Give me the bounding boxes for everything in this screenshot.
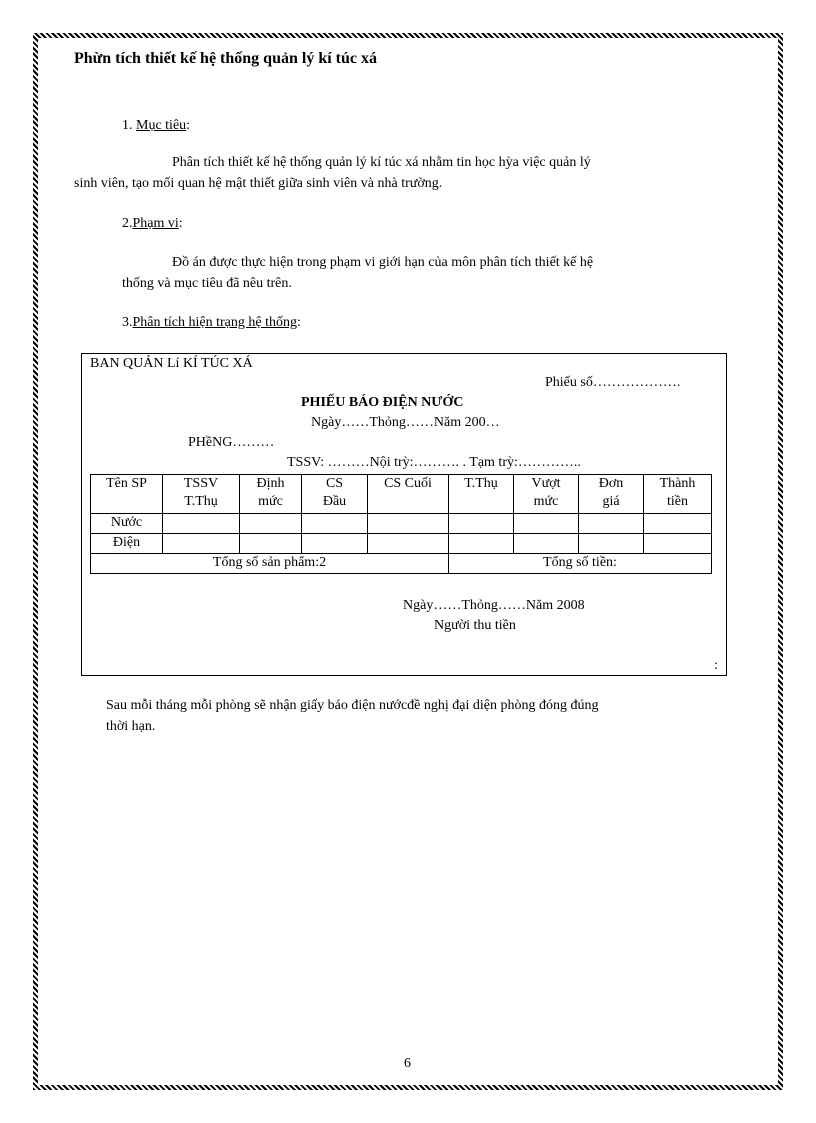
total-money: Tổng số tiền:	[449, 554, 712, 574]
header-unit-price: Đơn giá	[579, 475, 644, 514]
form-title: PHIẾU BÁO ĐIỆN NƯỚC	[301, 395, 464, 410]
page-number: 6	[404, 1056, 411, 1071]
table-cell	[644, 534, 712, 554]
table-cell	[163, 534, 240, 554]
section-1-text-line-1: Phân tích thiết kế hệ thống quản lý kí túc xá nhằm tin học hỳa việc quản lý	[172, 155, 591, 170]
table-cell	[579, 534, 644, 554]
section-3-number: 3.	[122, 315, 133, 330]
closing-text-line-1: Sau mỗi tháng mỗi phòng sẽ nhận giấy báo điện nướcđề nghị đại diện phòng đóng đúng	[106, 698, 599, 713]
table-row-totals	[91, 554, 712, 574]
section-1-colon: :	[186, 118, 191, 133]
table-cell	[514, 534, 579, 554]
table-cell	[644, 514, 712, 534]
form-corner-mark: :	[714, 658, 718, 673]
header-overage: Vượt mức	[514, 475, 579, 514]
table-cell	[163, 514, 240, 534]
form-table-header-row	[91, 475, 712, 514]
section-3-heading	[122, 315, 301, 331]
section-2-heading	[122, 216, 183, 232]
header-end-reading: CS Cuối	[368, 475, 449, 514]
section-1-number: 1.	[122, 118, 136, 133]
table-cell	[368, 534, 449, 554]
section-1-text-line-2: sinh viên, tạo mối quan hệ mật thiết giữa sinh viên và nhà trường.	[74, 176, 443, 191]
section-3-title: Phân tích hiện trạng hệ thống	[132, 315, 297, 330]
row-label-electricity: Điện	[91, 534, 163, 554]
table-cell	[449, 514, 514, 534]
form-table	[90, 474, 712, 574]
table-row-electricity	[91, 534, 712, 554]
table-cell	[302, 514, 368, 534]
form-receipt-number: Phiếu số……………….	[545, 375, 681, 390]
section-2-title: Phạm vi	[132, 216, 179, 231]
table-cell	[449, 534, 514, 554]
header-amount: Thành tiền	[644, 475, 712, 514]
table-cell	[240, 514, 302, 534]
section-2-colon: :	[178, 216, 183, 231]
document-heading: Phừn tích thiết kế hệ thống quản lý kí túc xá	[74, 50, 377, 67]
form-student-count-line: TSSV: ………Nội trỳ:………. . Tạm trỳ:…………..	[287, 455, 581, 470]
section-3-colon: :	[296, 315, 301, 330]
form-organization: BAN QUẢN Lí KÍ TÚC XÁ	[90, 356, 253, 371]
section-1-heading	[122, 118, 190, 134]
header-start-reading: CS Đầu	[302, 475, 368, 514]
table-row-water	[91, 514, 712, 534]
header-product-name: Tên SP	[91, 475, 163, 514]
table-cell	[240, 534, 302, 554]
section-1-title: Mục tiêu	[136, 118, 187, 133]
header-consumption: T.Thụ	[449, 475, 514, 514]
total-products: Tổng số sản phẩm:2	[91, 554, 449, 574]
section-2-text-line-2: thống và mục tiêu đã nêu trên.	[122, 276, 292, 291]
electricity-water-form	[81, 353, 727, 676]
header-quota: Định mức	[240, 475, 302, 514]
closing-text-line-2: thời hạn.	[106, 719, 156, 734]
form-room: PHềNG………	[188, 435, 275, 450]
section-2-text-line-1: Đồ án được thực hiện trong phạm vi giới hạn của môn phân tích thiết kế hệ	[172, 255, 594, 270]
table-cell	[579, 514, 644, 534]
section-2-number: 2.	[122, 216, 133, 231]
table-cell	[368, 514, 449, 534]
table-cell	[514, 514, 579, 534]
table-cell	[302, 534, 368, 554]
form-date-line: Ngày……Thỏng……Năm 200…	[311, 415, 500, 430]
form-collector: Người thu tiền	[434, 618, 516, 633]
header-student-consumption: TSSV T.Thụ	[163, 475, 240, 514]
row-label-water: Nước	[91, 514, 163, 534]
form-footer-date: Ngày……Thỏng……Năm 2008	[403, 598, 585, 613]
